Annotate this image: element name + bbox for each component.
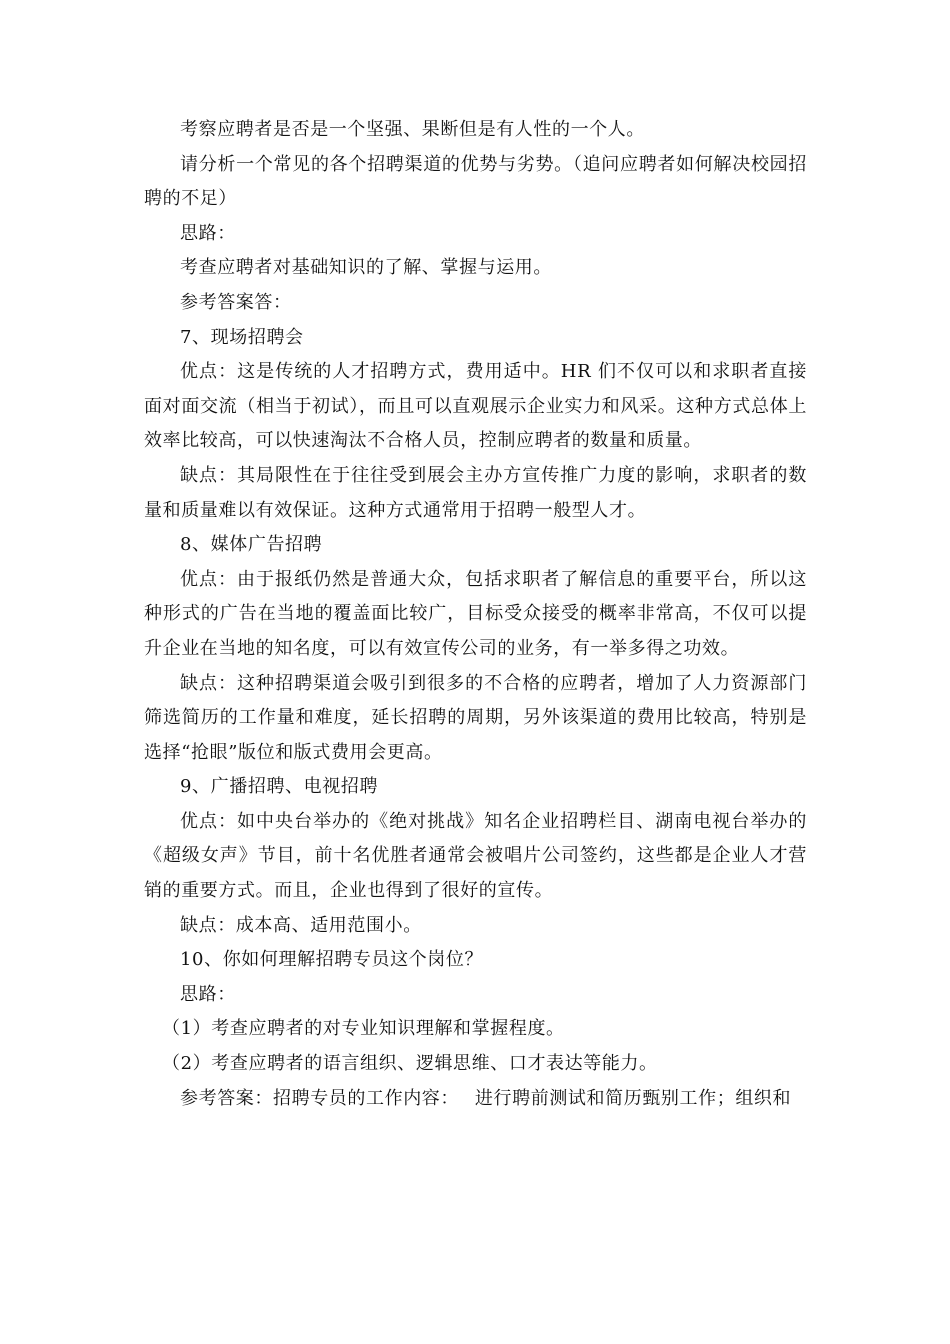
list-item: （1）考查应聘者的对专业知识理解和掌握程度。 <box>162 1018 565 1040</box>
paragraph: 缺点：成本高、适用范围小。 <box>180 914 422 936</box>
section-heading: 7、现场招聘会 <box>180 326 304 348</box>
question-heading: 10、你如何理解招聘专员这个岗位？ <box>180 949 484 971</box>
paragraph: 缺点：其局限性在于往往受到展会主办方宣传推广力度的影响，求职者的数量和质量难以有效保证。这种方式通常用于招聘一般型人才。 <box>144 464 807 521</box>
section-heading: 9、广播招聘、电视招聘 <box>180 776 379 798</box>
list-item: （2）考查应聘者的语言组织、逻辑思维、口才表达等能力。 <box>162 1053 658 1075</box>
paragraph: 优点：如中央台举办的《绝对挑战》知名企业招聘栏目、湖南电视台举办的《超级女声》节目，前十名优胜者通常会被唱片公司签约，这些都是企业人才营销的重要方式。而且，企业也得到了很好的宣传。 <box>144 810 807 902</box>
paragraph: 参考答案：招聘专员的工作内容： 进行聘前测试和简历甄别工作；组织和 <box>180 1087 792 1109</box>
paragraph: 参考答案答： <box>180 291 292 313</box>
paragraph: 缺点：这种招聘渠道会吸引到很多的不合格的应聘者，增加了人力资源部门筛选简历的工作量和难度，延长招聘的周期，另外该渠道的费用比较高，特别是选择“抢眼”版位和版式费用会更高。 <box>144 672 807 763</box>
paragraph: 优点：这是传统的人才招聘方式，费用适中。HR 们不仅可以和求职者直接面对面交流（相当于初试），而且可以直观展示企业实力和风采。这种方式总体上效率比较高，可以快速淘汰不合格人员，控制应聘者的数量和质量。 <box>144 361 807 452</box>
paragraph: 考查应聘者对基础知识的了解、掌握与运用。 <box>180 257 552 279</box>
paragraph: 考察应聘者是否是一个坚强、果断但是有人性的一个人。 <box>180 119 645 140</box>
paragraph: 请分析一个常见的各个招聘渠道的优势与劣势。（追问应聘者如何解决校园招聘的不足） <box>144 153 807 210</box>
paragraph: 思路： <box>180 983 236 1005</box>
paragraph: 优点：由于报纸仍然是普通大众，包括求职者了解信息的重要平台，所以这种形式的广告在当地的覆盖面比较广，目标受众接受的概率非常高，不仅可以提升企业在当地的知名度，可以有效宣传公司的业务，有一举多得之功效。 <box>144 568 807 659</box>
paragraph: 思路： <box>180 222 236 244</box>
document-body <box>144 113 807 1116</box>
section-heading: 8、媒体广告招聘 <box>180 534 323 556</box>
